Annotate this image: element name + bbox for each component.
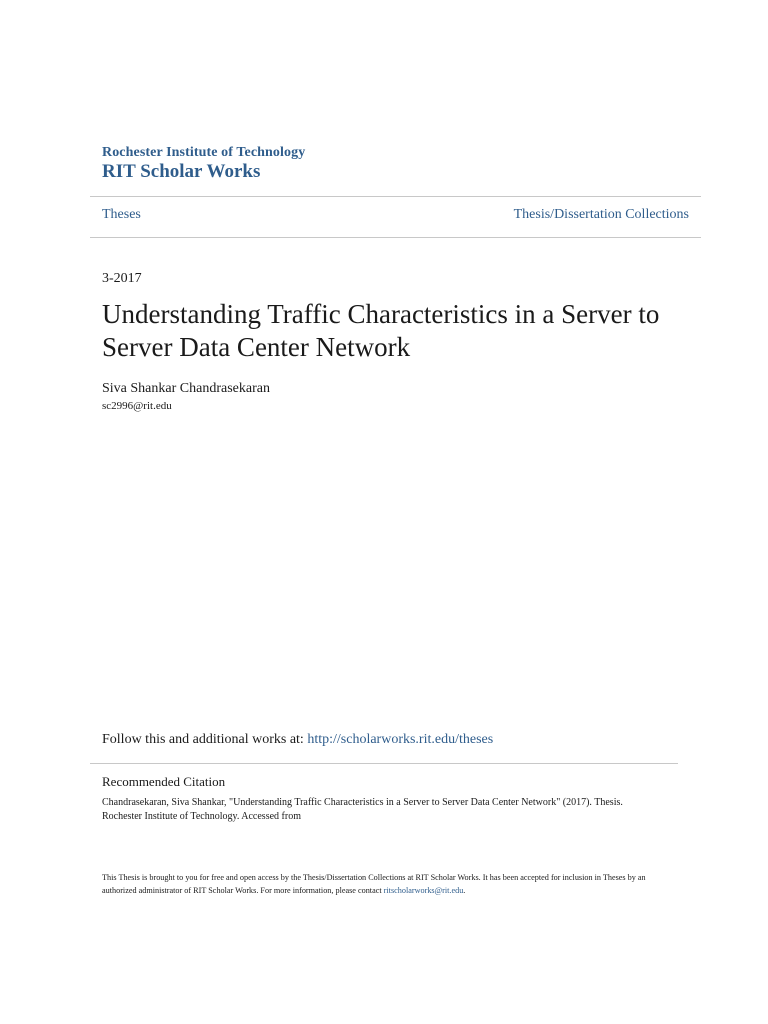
contact-email-link[interactable]: ritscholarworks@rit.edu	[383, 886, 464, 895]
citation-text: Chandrasekaran, Siva Shankar, "Understanding Traffic Characteristics in a Server to Server Data Center Network" (2017). Thesis. Rochester Institute of Technology. Accessed from	[102, 797, 623, 822]
follow-line	[102, 732, 493, 748]
institution-name: Rochester Institute of Technology	[102, 145, 306, 160]
citation-divider	[90, 763, 678, 764]
notice-text: This Thesis is brought to you for free and open access by the Thesis/Dissertation Collections at RIT Scholar Works. It has been accepted for inclusion in Theses by an authorized administrator of RIT Scholar Works. For more information, please contact	[102, 873, 646, 895]
follow-text: Follow this and additional works at:	[102, 732, 308, 747]
collections-divider	[90, 237, 701, 238]
publication-date: 3-2017	[102, 271, 142, 286]
author-name: Siva Shankar Chandrasekaran	[102, 381, 270, 396]
citation-heading: Recommended Citation	[102, 774, 226, 789]
repository-name: RIT Scholar Works	[102, 161, 261, 182]
top-divider	[90, 196, 701, 197]
collections-link[interactable]: Thesis/Dissertation Collections	[513, 207, 689, 222]
theses-link[interactable]: Theses	[102, 207, 141, 222]
document-title: Understanding Traffic Characteristics in a Server to Server Data Center Network	[102, 299, 660, 362]
access-notice	[102, 871, 682, 897]
theses-url-link[interactable]: http://scholarworks.rit.edu/theses	[307, 732, 494, 747]
author-email: sc2996@rit.edu	[102, 400, 172, 412]
notice-end: .	[463, 886, 466, 895]
